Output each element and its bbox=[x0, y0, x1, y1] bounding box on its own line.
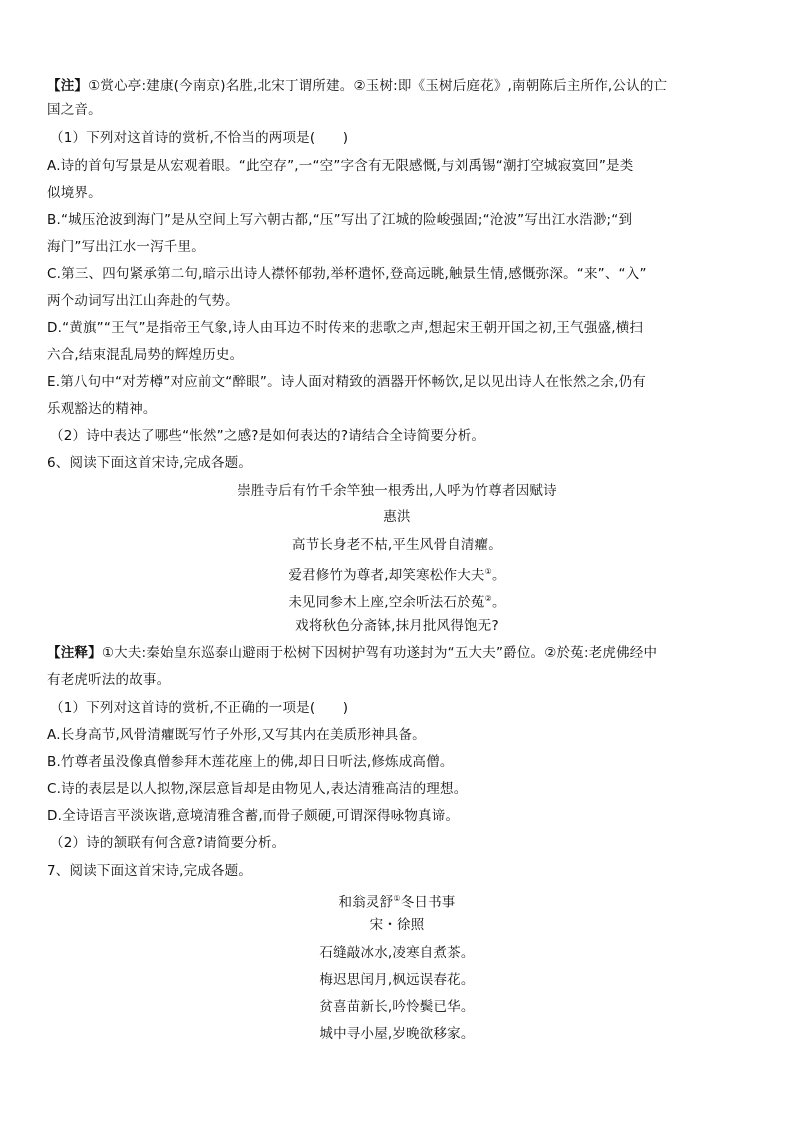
q6-note-line-2: 有老虎听法的故事。 bbox=[47, 672, 171, 688]
q6-poem-line-3 bbox=[0, 589, 794, 613]
note-label: 【注释】 bbox=[47, 645, 102, 661]
q7-intro: 7、阅读下面这首宋诗,完成各题。 bbox=[47, 863, 253, 879]
q7-poem-title bbox=[0, 889, 794, 913]
q7-poem-author: 宋・徐照 bbox=[369, 917, 425, 933]
q5-1-option-d-line-2: 六合,结束混乱局势的辉煌历史。 bbox=[47, 347, 244, 363]
q6-poem-title: 崇胜寺后有竹千余竿独一根秀出,人呼为竹尊者因赋诗 bbox=[237, 483, 557, 499]
q6-1-stem: （1）下列对这首诗的赏析,不正确的一项是( ) bbox=[50, 700, 349, 716]
note-5-line-2: 国之音。 bbox=[47, 102, 102, 118]
footnote-marker: ① bbox=[393, 894, 401, 903]
q5-1-option-d-line-1: D.“黄旗”“王气”是指帝王气象,诗人由耳边不时传来的悲歌之声,想起宋王朝开国之初,王气强盛,横扫 bbox=[47, 320, 644, 336]
note-text: ①大夫:秦始皇东巡泰山避雨于松树下因树护驾有功遂封为“五大夫”爵位。②於菟:老虎佛经中 bbox=[101, 645, 658, 661]
q6-1-option-d: D.全诗语言平淡诙谐,意境清雅含蓄,而骨子颇硬,可谓深得咏物真谛。 bbox=[47, 808, 460, 824]
q5-1-option-b-line-1: B.“城压沧波到海门”是从空间上写六朝古都,“压”写出了江城的险峻强固;“沧波”写出江水浩渺;“到 bbox=[47, 212, 633, 228]
q7-poem-line-4: 城中寻小屋,岁晚欲移家。 bbox=[319, 1026, 475, 1042]
q6-poem-line-4: 戏将秋色分斋钵,抹月批风得饱无? bbox=[295, 618, 499, 634]
q7-poem-line-3: 贫喜苗新长,吟怜鬓已华。 bbox=[319, 999, 475, 1015]
q6-poem-line-2 bbox=[0, 562, 794, 586]
note-5-line-1 bbox=[47, 76, 747, 96]
title-text: 和翁灵舒 bbox=[338, 894, 394, 911]
title-text: 冬日书事 bbox=[400, 894, 456, 911]
footnote-marker: ① bbox=[484, 567, 492, 576]
footnote-marker: ② bbox=[484, 594, 492, 603]
note-text: ①赏心亭:建康(今南京)名胜,北宋丁谓所建。②玉树:即《玉树后庭花》,南朝陈后主所作,公认的亡 bbox=[88, 78, 668, 94]
q5-1-option-a-line-2: 似境界。 bbox=[47, 185, 102, 201]
q6-intro: 6、阅读下面这首宋诗,完成各题。 bbox=[47, 455, 253, 471]
note-label: 【注】 bbox=[47, 78, 89, 94]
q5-2-stem: （2）诗中表达了哪些“怅然”之感?是如何表达的?请结合全诗简要分析。 bbox=[50, 428, 486, 444]
q6-1-option-b: B.竹尊者虽没像真僧参拜木莲花座上的佛,却日日听法,修炼成高僧。 bbox=[47, 754, 454, 770]
poem-text: 未见同参木上座,空余听法石於菟 bbox=[288, 594, 485, 611]
q5-1-option-e-line-2: 乐观豁达的精神。 bbox=[47, 401, 157, 417]
poem-punct: 。 bbox=[491, 594, 506, 611]
q5-1-option-c-line-1: C.第三、四句紧承第二句,暗示出诗人襟怀郁勃,举杯遣怀,登高远眺,触景生情,感慨弥深。“来”、“入” bbox=[47, 266, 647, 282]
q6-1-option-a: A.长身高节,风骨清癯既写竹子外形,又写其内在美质形神具备。 bbox=[47, 727, 426, 743]
q5-1-option-c-line-2: 两个动词写出江山奔赴的气势。 bbox=[47, 293, 239, 309]
q6-2-stem: （2）诗的颔联有何含意?请简要分析。 bbox=[50, 835, 286, 851]
q7-poem-line-1: 石缝敲冰水,凌寒自煮茶。 bbox=[319, 945, 475, 961]
q5-1-stem: （1）下列对这首诗的赏析,不恰当的两项是( ) bbox=[50, 130, 349, 146]
q5-1-option-a-line-1: A.诗的首句写景是从宏观着眼。“此空存”,一“空”字含有无限感慨,与刘禹锡“潮打空城寂寞回”是类 bbox=[47, 158, 634, 174]
q7-poem-line-2: 梅迟思闰月,枫远误春花。 bbox=[319, 972, 475, 988]
q5-1-option-b-line-2: 海门”写出江水一泻千里。 bbox=[47, 239, 205, 255]
q6-poem-author: 惠洪 bbox=[383, 509, 411, 525]
q5-1-option-e-line-1: E.第八句中“对芳樽”对应前文“醉眼”。诗人面对精致的酒器开怀畅饮,足以见出诗人在怅然之余,仍有 bbox=[47, 374, 646, 390]
q6-note-line-1 bbox=[47, 643, 747, 663]
poem-punct: 。 bbox=[491, 567, 506, 584]
poem-text: 爱君修竹为尊者,却笑寒松作大夫 bbox=[288, 567, 485, 584]
q6-1-option-c: C.诗的表层是以人拟物,深层意旨却是由物见人,表达清雅高洁的理想。 bbox=[47, 781, 468, 797]
q6-poem-line-1: 高节长身老不枯,平生风骨自清癯。 bbox=[292, 537, 502, 553]
